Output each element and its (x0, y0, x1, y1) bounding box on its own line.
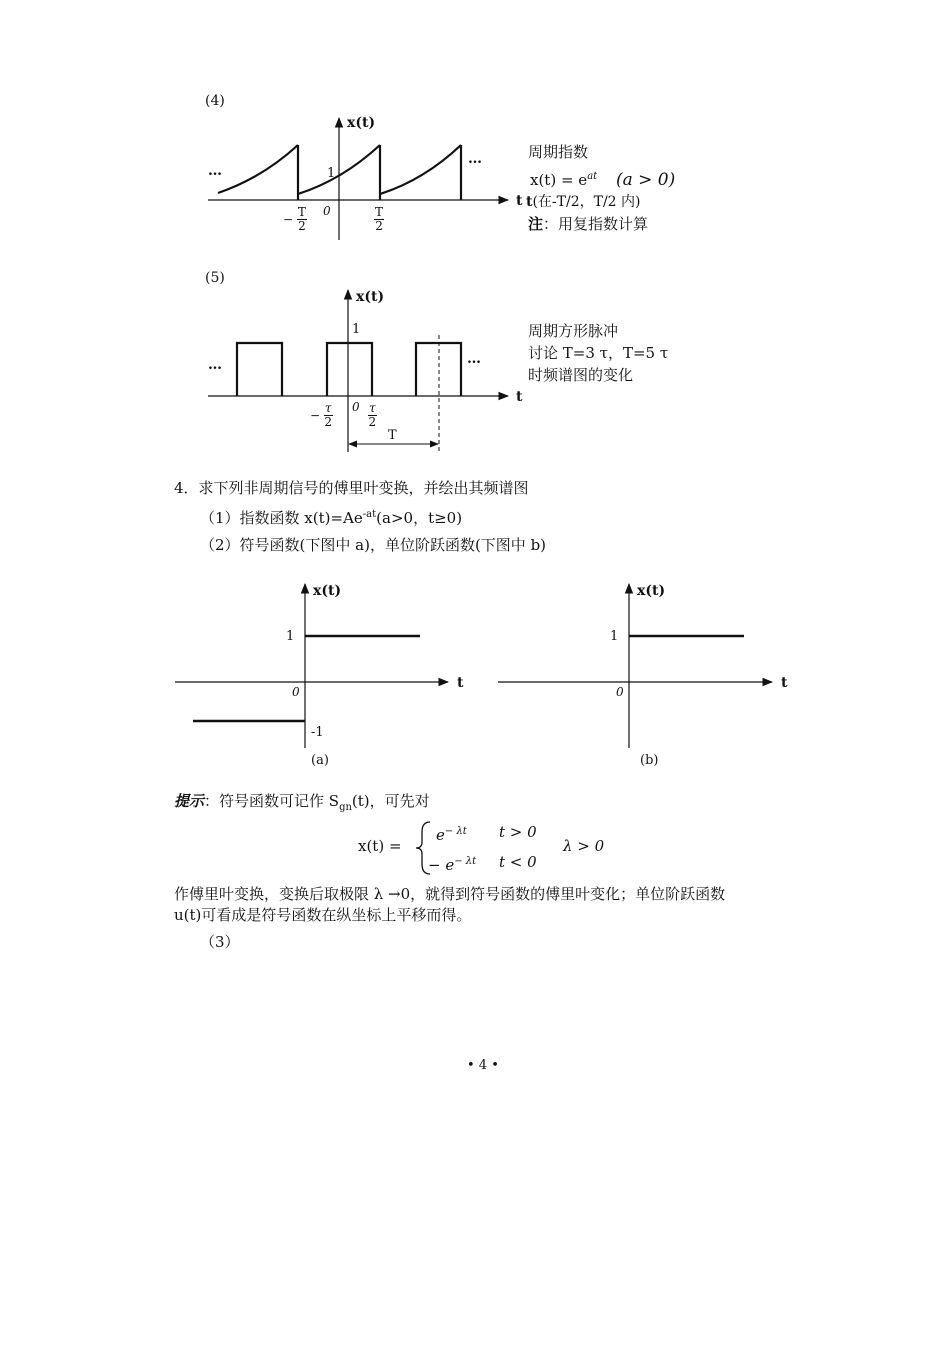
figb-tick-one: 1 (610, 629, 619, 644)
hint-line-2: u(t)可看成是符号函数在纵坐标上平移而得。 (174, 906, 472, 924)
figa-origin: 0 (292, 685, 300, 699)
fig4-y-label: x(t) (347, 115, 376, 131)
fig4-desc-range: t(在-T/2，T/2 内) (526, 194, 641, 210)
hint-line: 提示：符号函数可记作 $S_{gn}(t)$，可先对 (174, 792, 430, 813)
fig5-half-tau: $\frac{\tau}{2}$ (368, 401, 377, 429)
fig5-x-label: t (516, 389, 523, 405)
fig4-half-period: $\frac{T}{2}$ (375, 205, 384, 233)
case2-expr: − $e^{- \lambda t}$ (428, 856, 477, 874)
item-5-label: (5) (205, 270, 225, 286)
figa-x-label: t (457, 675, 464, 691)
question-4-item-2: （2）符号函数(下图中 a)，单位阶跃函数(下图中 b) (200, 536, 547, 554)
figb-caption: (b) (640, 753, 659, 768)
fig5-desc-line1: 周期方形脉冲 (528, 322, 619, 340)
fig4-desc-title: 周期指数 (528, 143, 589, 161)
fig4-dots-left: … (208, 163, 222, 179)
fig5-dots-left: … (208, 357, 222, 373)
question-4-item-1: （1）指数函数 $x(t)=Ae^{-at}(a>0$，t≥0) (200, 509, 463, 527)
fig4-origin: 0 (323, 204, 331, 218)
figb-y-label: x(t) (637, 583, 666, 599)
case1-expr: $e^{- \lambda t}$ (436, 826, 467, 844)
fig4-x-label: t (516, 193, 523, 209)
fig5-tick-one: 1 (352, 322, 361, 337)
figb-x-label: t (781, 675, 788, 691)
fig4-dots-right: … (468, 151, 482, 167)
figb-origin: 0 (616, 685, 624, 699)
hint-line-1: 作傅里叶变换，变换后取极限 λ →0，就得到符号函数的傅里叶变化；单位阶跃函数 (174, 885, 726, 903)
fig5-period-label: T (388, 428, 397, 443)
figa-y-label: x(t) (313, 583, 342, 599)
fig5-desc-line3: 时频谱图的变化 (528, 366, 634, 384)
fig5-y-label: x(t) (356, 289, 385, 305)
figa-tick-one: 1 (286, 629, 295, 644)
formula-lhs: x(t) = (358, 837, 402, 855)
piecewise-formula (358, 820, 638, 876)
lambda-cond: λ > 0 (563, 837, 605, 855)
fig5-origin: 0 (352, 400, 360, 414)
fig4-neg-half-period: − $\frac{T}{2}$ (283, 205, 306, 233)
question-4-item-3: （3） (200, 933, 240, 951)
fig5-dots-right: … (467, 351, 481, 367)
fig5-desc-line2: 讨论 T=3 τ，T=5 τ (528, 344, 669, 362)
fig5-neg-half-tau: − $\frac{\tau}{2}$ (310, 401, 333, 429)
figa-caption: (a) (311, 753, 329, 768)
fig4-note: 注：用复指数计算 (528, 215, 649, 233)
fig4-tick-one: 1 (327, 166, 336, 181)
figa-tick-neg-one: -1 (311, 725, 324, 740)
case1-cond: t > 0 (499, 823, 537, 841)
fig4-desc-formula: $x(t) = e^{at}$ (a > 0) (530, 170, 676, 190)
case2-cond: t < 0 (499, 853, 537, 871)
question-4-heading: 4．求下列非周期信号的傅里叶变换，并绘出其频谱图 (174, 479, 529, 497)
page-number: • 4 • (467, 1058, 499, 1073)
item-4-label: (4) (205, 93, 225, 109)
